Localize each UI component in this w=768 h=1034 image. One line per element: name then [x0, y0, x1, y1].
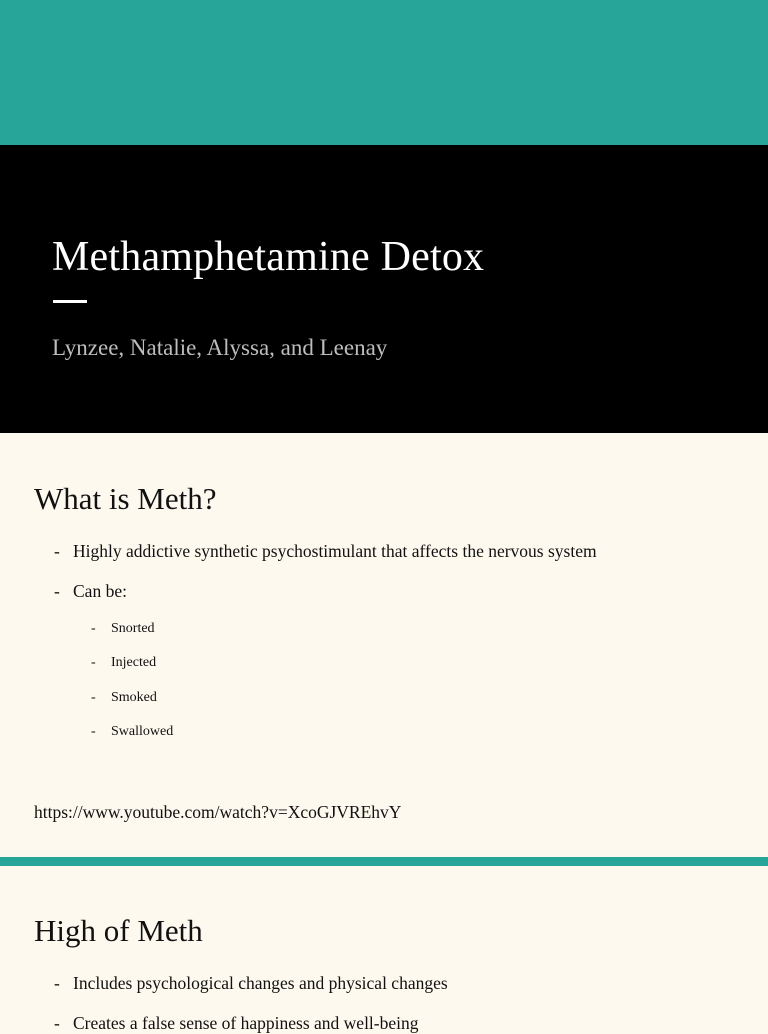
- slide-high-of-meth: [0, 866, 768, 1033]
- list-item: [54, 581, 127, 602]
- bullet-text: Includes psychological changes and physical changes: [73, 973, 448, 993]
- sub-list-item: [91, 724, 173, 740]
- slide-divider: [0, 857, 768, 866]
- bullet-dash: -: [91, 621, 96, 636]
- list-item: [54, 973, 448, 994]
- bullet-text: Smoked: [111, 690, 157, 705]
- slide-title: High of Meth: [34, 913, 203, 948]
- bullet-dash: -: [54, 973, 60, 993]
- presentation-authors: Lynzee, Natalie, Alyssa, and Leenay: [52, 335, 388, 360]
- bullet-text: Highly addictive synthetic psychostimulant that affects the nervous system: [73, 541, 597, 561]
- bullet-dash: -: [54, 581, 60, 601]
- bullet-text: Creates a false sense of happiness and well-being: [73, 1013, 419, 1033]
- bullet-dash: -: [91, 724, 96, 739]
- bullet-text: Swallowed: [111, 724, 174, 739]
- bullet-dash: -: [54, 1013, 60, 1033]
- sub-list-item: [91, 690, 157, 706]
- accent-band-top: [0, 0, 768, 145]
- sub-list-item: [91, 655, 156, 671]
- slide-what-is-meth: [0, 433, 768, 858]
- bullet-dash: -: [91, 655, 96, 670]
- video-link[interactable]: https://www.youtube.com/watch?v=XcoGJVREhvY: [34, 802, 402, 822]
- bullet-text: Snorted: [111, 621, 155, 636]
- bullet-dash: -: [54, 541, 60, 561]
- bullet-text: Can be:: [73, 581, 127, 601]
- list-item: [54, 541, 597, 562]
- sub-list-item: [91, 621, 155, 637]
- title-slide: [0, 145, 768, 433]
- bullet-dash: -: [91, 690, 96, 705]
- presentation-title: Methamphetamine Detox: [52, 234, 485, 280]
- bullet-text: Injected: [111, 655, 157, 670]
- slide-title: What is Meth?: [34, 481, 217, 516]
- title-underline: [53, 300, 87, 303]
